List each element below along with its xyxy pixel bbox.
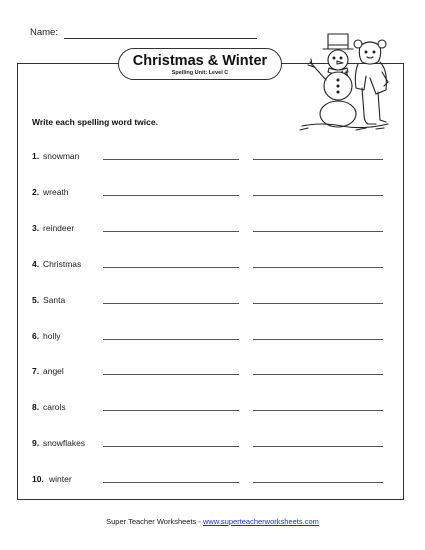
spelling-word: winter <box>49 474 72 485</box>
name-row <box>30 27 58 38</box>
footer-text: Super Teacher Worksheets - <box>106 517 203 526</box>
word-row <box>32 151 392 165</box>
spelling-word: Santa <box>43 294 66 305</box>
title-banner <box>118 48 282 80</box>
answer-line-second[interactable] <box>253 195 383 196</box>
answer-line-first[interactable] <box>103 159 239 160</box>
spelling-word: wreath <box>43 186 69 197</box>
word-row <box>32 187 392 201</box>
word-number: 1. <box>32 151 40 161</box>
answer-line-first[interactable] <box>103 303 239 304</box>
spelling-word: holly <box>43 330 61 341</box>
word-row <box>32 474 392 488</box>
snowman-and-child-icon <box>296 32 394 132</box>
word-number: 6. <box>32 330 40 341</box>
spelling-word: snowman <box>43 151 80 161</box>
answer-line-first[interactable] <box>103 374 239 375</box>
answer-line-first[interactable] <box>103 339 239 340</box>
word-number: 3. <box>32 222 40 233</box>
word-row <box>32 295 392 309</box>
answer-line-first[interactable] <box>103 195 239 196</box>
spelling-word: angel <box>43 366 64 377</box>
answer-line-second[interactable] <box>253 267 383 268</box>
spelling-word: carols <box>43 402 66 413</box>
word-number: 4. <box>32 258 40 269</box>
answer-line-second[interactable] <box>253 374 383 375</box>
name-label: Name: <box>30 27 58 38</box>
word-row <box>32 259 392 273</box>
word-row <box>32 223 392 237</box>
answer-line-first[interactable] <box>103 267 239 268</box>
answer-line-second[interactable] <box>253 231 383 232</box>
name-line[interactable] <box>64 38 257 39</box>
word-number: 10. <box>32 474 44 485</box>
spelling-word: snowflakes <box>43 438 86 449</box>
worksheet-title: Christmas & Winter <box>132 53 268 69</box>
spelling-word: Christmas <box>43 258 82 269</box>
answer-line-second[interactable] <box>253 410 383 411</box>
word-number: 5. <box>32 294 40 305</box>
footer-link[interactable]: www.superteacherworksheets.com <box>202 517 319 526</box>
answer-line-second[interactable] <box>253 446 383 447</box>
word-row <box>32 366 392 380</box>
spelling-word: reindeer <box>43 222 75 233</box>
word-row <box>32 402 392 416</box>
word-row <box>32 438 392 452</box>
answer-line-second[interactable] <box>253 159 383 160</box>
answer-line-first[interactable] <box>103 482 239 483</box>
word-row <box>32 331 392 345</box>
word-number: 7. <box>32 366 40 377</box>
answer-line-second[interactable] <box>253 339 383 340</box>
word-number: 9. <box>32 438 40 449</box>
footer <box>0 517 425 526</box>
word-number: 8. <box>32 402 40 413</box>
word-number: 2. <box>32 186 40 197</box>
answer-line-first[interactable] <box>103 231 239 232</box>
worksheet-subtitle: Spelling Unit: Level C <box>171 69 229 76</box>
answer-line-first[interactable] <box>103 446 239 447</box>
answer-line-second[interactable] <box>253 303 383 304</box>
answer-line-first[interactable] <box>103 410 239 411</box>
answer-line-second[interactable] <box>253 482 383 483</box>
instructions: Write each spelling word twice. <box>32 117 158 127</box>
